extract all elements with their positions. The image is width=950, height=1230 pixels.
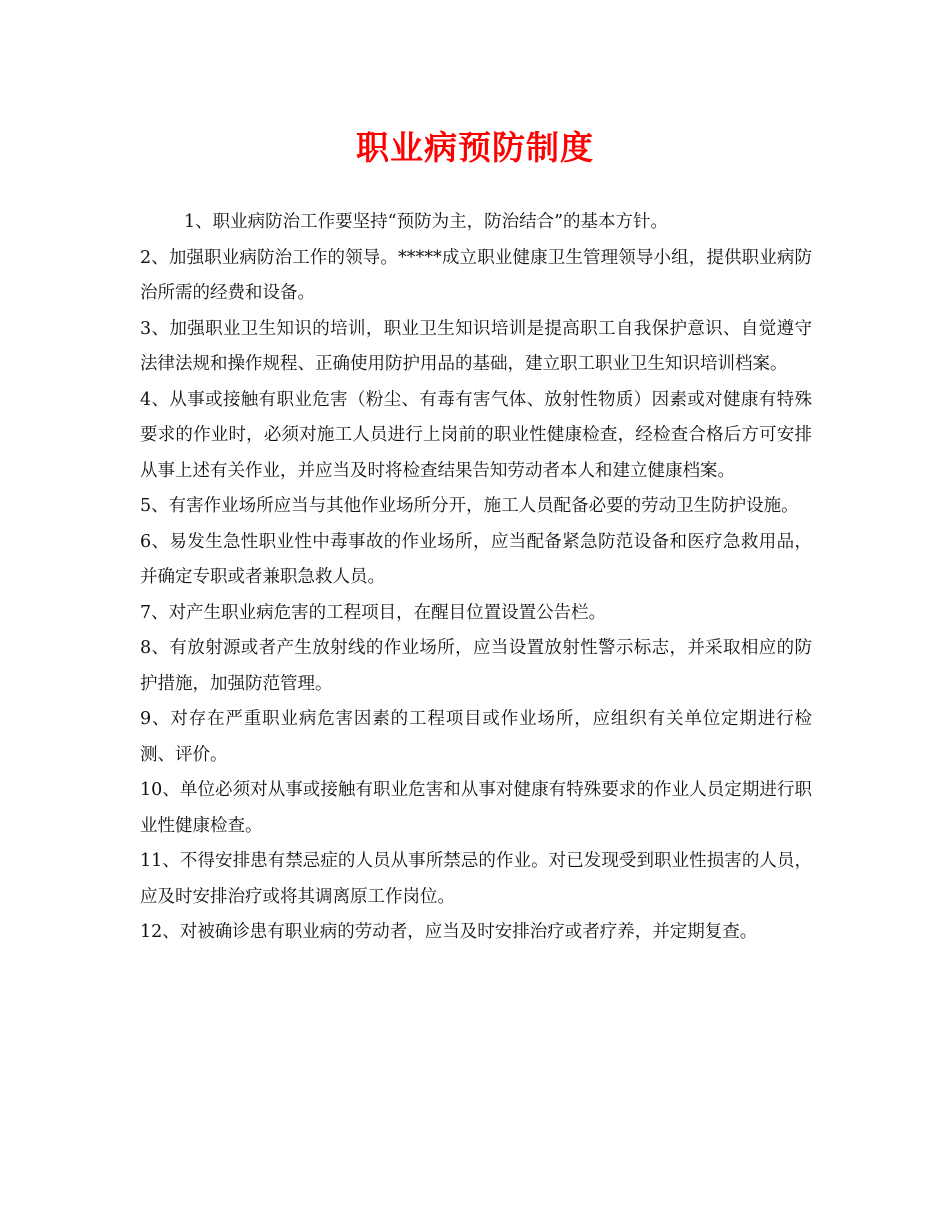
document-body	[140, 205, 812, 951]
paragraph-10: 10、单位必须对从事或接触有职业危害和从事对健康有特殊要求的作业人员定期进行职业性健康检查。	[140, 780, 812, 836]
paragraph-8: 8、有放射源或者产生放射线的作业场所，应当设置放射性警示标志，并采取相应的防护措施，加强防范管理。	[140, 638, 812, 694]
paragraph-3: 3、加强职业卫生知识的培训，职业卫生知识培训是提高职工自我保护意识、自觉遵守法律法规和操作规程、正确使用防护用品的基础，建立职工职业卫生知识培训档案。	[140, 318, 812, 374]
paragraph-1: 1、职业病防治工作要坚持“预防为主，防治结合”的基本方针。	[184, 212, 669, 232]
paragraph-4: 4、从事或接触有职业危害（粉尘、有毒有害气体、放射性物质）因素或对健康有特殊要求的作业时，必须对施工人员进行上岗前的职业性健康检查，经检查合格后方可安排从事上述有关作业，并应当及时将检查结果告知劳动者本人和建立健康档案。	[140, 389, 812, 481]
paragraph-11: 11、不得安排患有禁忌症的人员从事所禁忌的作业。对已发现受到职业性损害的人员，应及时安排治疗或将其调离原工作岗位。	[140, 851, 812, 907]
paragraph-7: 7、对产生职业病危害的工程项目，在醒目位置设置公告栏。	[140, 602, 607, 623]
paragraph-2: 2、加强职业病防治工作的领导。*****成立职业健康卫生管理领导小组，提供职业病防治所需的经费和设备。	[140, 247, 812, 303]
document-title: 职业病预防制度	[356, 128, 594, 167]
paragraph-9: 9、对存在严重职业病危害因素的工程项目或作业场所，应组织有关单位定期进行检测、评价。	[140, 709, 812, 765]
paragraph-5: 5、有害作业场所应当与其他作业场所分开，施工人员配备必要的劳动卫生防护设施。	[140, 496, 799, 516]
paragraph-12: 12、对被确诊患有职业病的劳动者，应当及时安排治疗或者疗养，并定期复查。	[140, 922, 758, 942]
paragraph-6: 6、易发生急性职业性中毒事故的作业场所，应当配备紧急防范设备和医疗急救用品，并确定专职或者兼职急救人员。	[140, 531, 812, 587]
